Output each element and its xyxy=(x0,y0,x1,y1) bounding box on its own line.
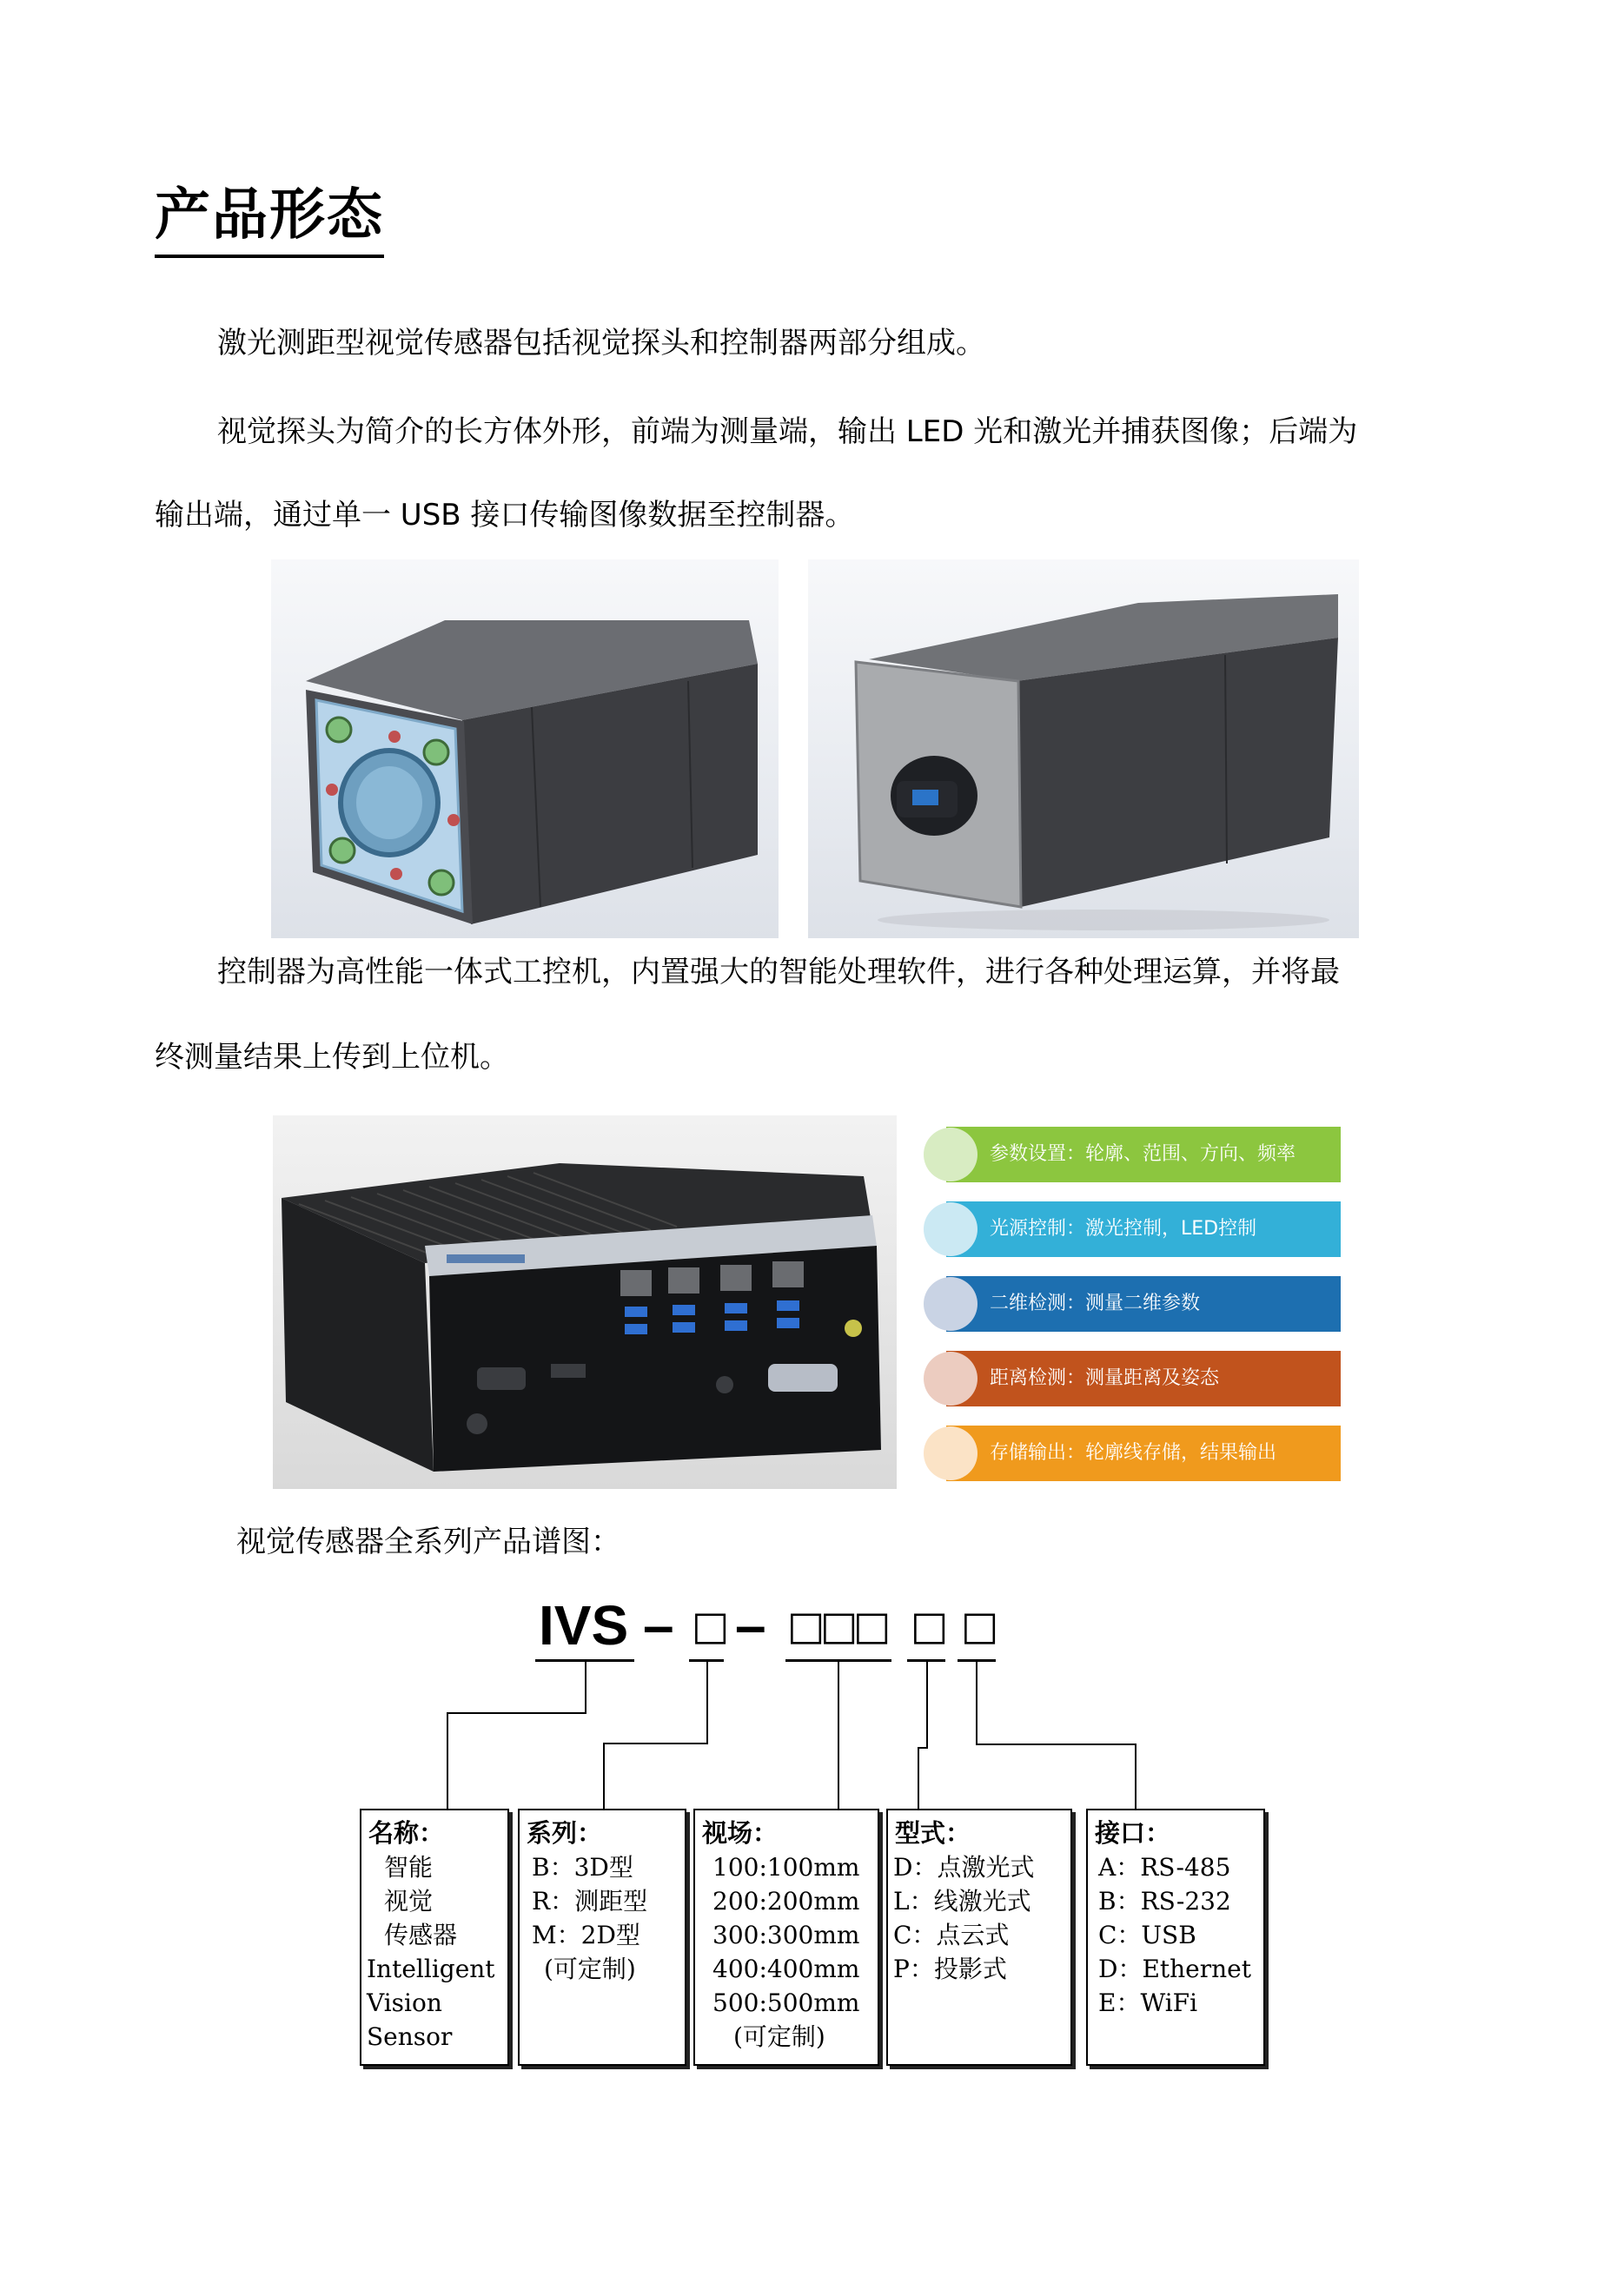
spec-item: 智能 xyxy=(384,1853,434,1882)
spec-item: 300:300mm xyxy=(712,1921,860,1949)
spec-box-header: 型式： xyxy=(895,1818,971,1848)
feature-item-2d-detection xyxy=(924,1276,1341,1332)
spec-item: B：RS-232 xyxy=(1098,1887,1231,1916)
code-prefix: IVS xyxy=(539,1594,629,1657)
spec-item: 200:200mm xyxy=(712,1887,860,1916)
connector-line xyxy=(603,1743,708,1744)
code-box-field-3: □ xyxy=(853,1602,891,1649)
intro-paragraph: 激光测距型视觉传感器包括视觉探头和控制器两部分组成。 xyxy=(217,326,985,361)
spec-item: 500:500mm xyxy=(712,1988,860,2017)
spec-item: B：3D型 xyxy=(532,1853,633,1882)
probe-front-image xyxy=(271,559,779,938)
spec-box-type xyxy=(886,1809,1072,2066)
spec-item: E：WiFi xyxy=(1098,1988,1198,2017)
probe-paragraph-line1: 视觉探头为简介的长方体外形，前端为测量端，输出 LED 光和激光并捕获图像；后端为 xyxy=(217,414,1358,449)
spec-box-field-of-view xyxy=(693,1809,879,2066)
probe-paragraph-line2: 输出端，通过单一 USB 接口传输图像数据至控制器。 xyxy=(155,498,855,533)
connector-line xyxy=(926,1661,928,1748)
feature-item-distance-detection xyxy=(924,1351,1341,1406)
code-box-field-1: □ xyxy=(787,1602,825,1649)
spec-item: D：点激光式 xyxy=(893,1853,1035,1882)
connector-line xyxy=(838,1661,839,1809)
spec-item: 400:400mm xyxy=(712,1955,860,1983)
connector-line xyxy=(976,1661,977,1744)
feature-label: 二维检测：测量二维参数 xyxy=(990,1293,1201,1314)
controller-paragraph-line2: 终测量结果上传到上位机。 xyxy=(155,1040,509,1075)
spec-item: Sensor xyxy=(367,2022,453,2051)
spec-item: Vision xyxy=(367,1988,442,2017)
spec-item: Intelligent xyxy=(367,1955,495,1983)
spec-item: (可定制) xyxy=(544,1955,636,1983)
code-box-interface: □ xyxy=(961,1602,999,1649)
feature-bullet-icon xyxy=(924,1426,977,1480)
spec-item: L：线激光式 xyxy=(893,1887,1031,1916)
probe-back-image xyxy=(808,559,1359,938)
connector-line xyxy=(976,1744,1137,1745)
connector-line xyxy=(706,1661,708,1744)
spec-item: 100:100mm xyxy=(712,1853,860,1882)
feature-item-light-control xyxy=(924,1201,1341,1257)
feature-bullet-icon xyxy=(924,1202,977,1256)
feature-item-storage-output xyxy=(924,1426,1341,1481)
code-box-series: □ xyxy=(692,1602,730,1649)
spectrum-caption: 视觉传感器全系列产品谱图： xyxy=(236,1525,620,1559)
spec-item: D：Ethernet xyxy=(1098,1955,1251,1983)
spec-box-header: 视场： xyxy=(702,1818,779,1848)
connector-line xyxy=(1135,1744,1137,1809)
spec-box-interface xyxy=(1086,1809,1265,2066)
spec-item: 视觉 xyxy=(384,1887,434,1916)
spec-box-name xyxy=(360,1809,509,2066)
code-dash: – xyxy=(735,1594,766,1657)
spec-box-header: 名称： xyxy=(368,1818,445,1848)
spec-item: 传感器 xyxy=(384,1921,458,1949)
feature-label: 距离检测：测量距离及姿态 xyxy=(990,1367,1220,1389)
feature-label: 光源控制：激光控制，LED控制 xyxy=(990,1218,1257,1240)
spec-item: C：USB xyxy=(1098,1921,1196,1949)
feature-label: 参数设置：轮廓、范围、方向、频率 xyxy=(990,1143,1296,1165)
feature-label: 存储输出：轮廓线存储，结果输出 xyxy=(990,1442,1277,1464)
spec-box-series xyxy=(518,1809,686,2066)
spec-item: R：测距型 xyxy=(532,1887,648,1916)
code-dash: – xyxy=(643,1594,674,1657)
spec-item: M：2D型 xyxy=(532,1921,640,1949)
spec-item: A：RS-485 xyxy=(1098,1853,1231,1882)
page-title: 产品形态 xyxy=(155,178,384,258)
feature-bullet-icon xyxy=(924,1352,977,1406)
spec-box-header: 系列： xyxy=(527,1818,603,1848)
controller-image xyxy=(273,1115,897,1489)
connector-line xyxy=(447,1712,586,1714)
product-code xyxy=(0,1595,1617,1682)
spec-box-header: 接口： xyxy=(1095,1818,1171,1848)
spec-item: C：点云式 xyxy=(893,1921,1010,1949)
code-box-field-2: □ xyxy=(820,1602,858,1649)
feature-bullet-icon xyxy=(924,1277,977,1331)
feature-bullet-icon xyxy=(924,1128,977,1181)
connector-line xyxy=(603,1743,605,1809)
spec-item: P：投影式 xyxy=(893,1955,1007,1983)
code-box-type: □ xyxy=(911,1602,949,1649)
connector-line xyxy=(447,1712,448,1809)
feature-item-parameter-settings xyxy=(924,1127,1341,1182)
feature-list xyxy=(924,1127,1341,1483)
spec-item: (可定制) xyxy=(733,2022,825,2051)
connector-line xyxy=(918,1747,919,1809)
controller-paragraph-line1: 控制器为高性能一体式工控机，内置强大的智能处理软件，进行各种处理运算，并将最 xyxy=(217,955,1340,989)
connector-line xyxy=(585,1661,586,1713)
